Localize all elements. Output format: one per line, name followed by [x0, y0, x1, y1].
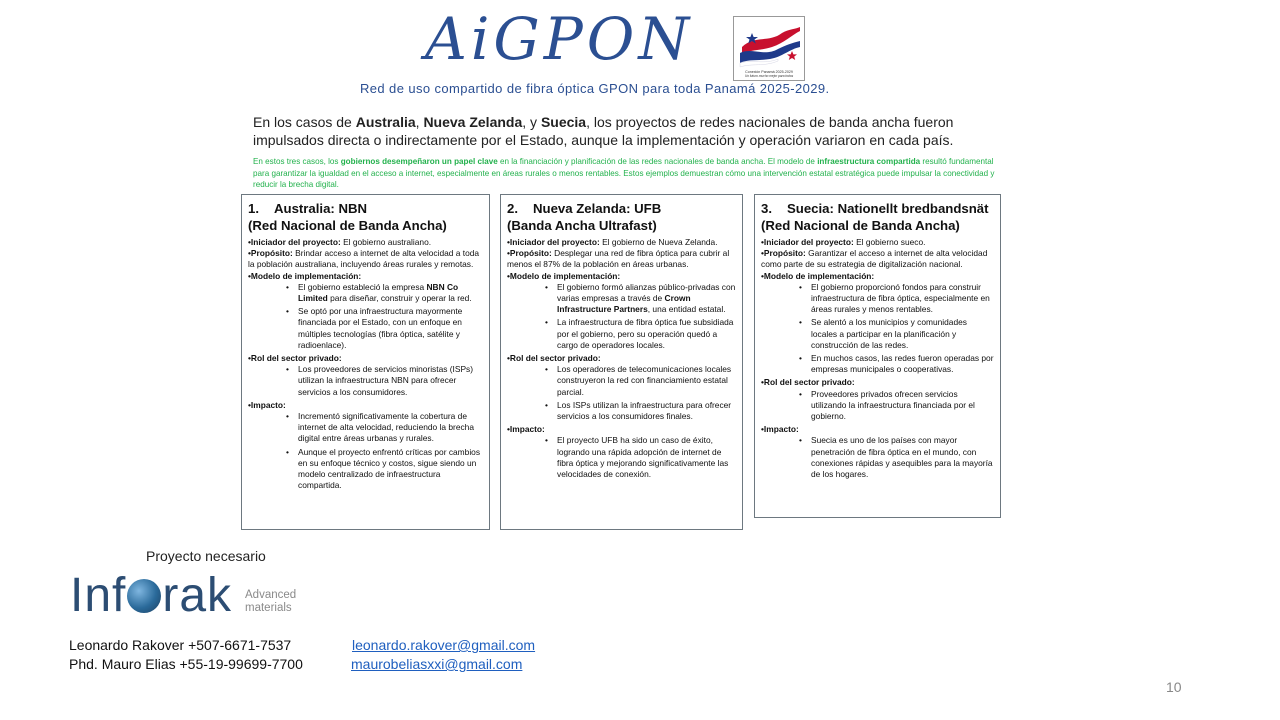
list-item: • Incrementó significativamente la cobertura de internet de alta velocidad, reduciendo la brecha digital entre áreas urbanas y rurales.: [298, 411, 483, 445]
card-title-2: (Red Nacional de Banda Ancha): [761, 218, 960, 233]
list-item: • En muchos casos, las redes fueron operadas por empresas municipales o cooperativas.: [811, 353, 994, 375]
contact-1-email-link[interactable]: leonardo.rakover@gmail.com: [352, 637, 536, 653]
list-item: • El gobierno proporcionó fondos para construir infraestructura de fibra óptica, especialmente en áreas rurales y menos rentables.: [811, 282, 994, 316]
list-item: • Los operadores de telecomunicaciones locales construyeron la red con financiamiento estatal parcial.: [557, 364, 736, 398]
aigpon-logo-text: AiGPON: [425, 5, 694, 73]
list-item: • Se optó por una infraestructura mayormente financiada por el Estado, con un enfoque en múltiples tecnologías (fibra óptica, satélite y radioenlace).: [298, 306, 483, 351]
card-title-row: [248, 200, 483, 217]
rol-label: •Rol del sector privado:: [248, 353, 342, 364]
card-number: 3.: [761, 201, 772, 216]
list-item: • Los proveedores de servicios minoristas (ISPs) utilizan la infraestructura NBN para ofrecer servicios a los consumidores.: [298, 364, 483, 398]
inforak-tagline: Advanced materials: [245, 589, 297, 614]
iniciador: [761, 237, 994, 248]
rol: [248, 353, 483, 364]
proposito-label: •Propósito:: [248, 248, 293, 259]
rol: [507, 353, 736, 364]
card-number: 1.: [248, 201, 259, 216]
modelo-list: [761, 282, 994, 376]
iniciador-label: •Iniciador del proyecto:: [248, 237, 341, 247]
badge-text-2: Un futuro mucho mejor para todos: [744, 74, 794, 78]
card-title-2: (Red Nacional de Banda Ancha): [248, 218, 447, 233]
card-title-2: (Banda Ancha Ultrafast): [507, 218, 657, 233]
proposito: [761, 248, 994, 270]
impacto-list: [248, 411, 483, 491]
iniciador: [507, 237, 736, 248]
contact-1-name: Leonardo Rakover +507-6671-7537: [69, 637, 292, 653]
proposito-value: Brindar acceso a internet de alta velocidad a toda la población australiana, incluyendo áreas rurales y remotas.: [248, 248, 480, 270]
iniciador-label: •Iniciador del proyecto:: [507, 237, 600, 247]
rol-label: •Rol del sector privado:: [761, 377, 855, 388]
proposito-value: Desplegar una red de fibra óptica para cubrir al menos el 87% de la población en áreas urbanas.: [507, 248, 730, 270]
iniciador-value: El gobierno sueco.: [853, 237, 926, 247]
modelo-label: •Modelo de implementación:: [761, 270, 875, 281]
proposito: [248, 248, 483, 270]
list-item: • La infraestructura de fibra óptica fue subsidiada por el gobierno, pero su operación quedó a cargo de operadores locales.: [557, 317, 736, 351]
impacto-list: [507, 435, 736, 480]
impacto-label: •Impacto:: [248, 399, 286, 410]
impacto-label: •Impacto:: [507, 424, 545, 435]
inforak-logo: Inf rak: [70, 569, 233, 622]
modelo-label: •Modelo de implementación:: [507, 270, 621, 281]
list-item: • Aunque el proyecto enfrentó críticas por cambios en su enfoque técnico y costos, sigue siendo un modelo centralizado de infraestructura compartida.: [298, 447, 483, 492]
card-title: [507, 200, 736, 234]
card-suecia: [754, 194, 1001, 518]
badge-text-1: Conexión Panamá 2025-2029: [745, 70, 793, 74]
iniciador: [248, 237, 483, 248]
modelo: [761, 271, 994, 282]
card-title-1: Australia: NBN: [274, 201, 368, 216]
flag-icon: [734, 17, 804, 80]
card-title-row: [761, 200, 994, 217]
card-title-1: Suecia: Nationellt bredbandsnät: [787, 201, 989, 216]
list-item: • Se alentó a los municipios y comunidades locales a participar en la planificación y construcción de las redes.: [811, 317, 994, 351]
contact-2-name: Phd. Mauro Elias +55-19-99699-7700: [69, 656, 303, 672]
impacto: [761, 424, 994, 435]
list-item: • Proveedores privados ofrecen servicios utilizando la infraestructura financiada por el gobierno.: [811, 389, 994, 423]
rol-list: [248, 364, 483, 398]
page-number: 10: [1166, 679, 1182, 695]
impacto-label: •Impacto:: [761, 424, 799, 435]
rol-list: [507, 364, 736, 422]
proposito-label: •Propósito:: [761, 248, 806, 259]
card-title: [761, 200, 994, 234]
list-item: • El gobierno formó alianzas público-privadas con varias empresas a través de Crown Infrastructure Partners, una entidad estatal.: [557, 282, 736, 316]
card-title-1: Nueva Zelanda: UFB: [533, 201, 662, 216]
rol-list: [761, 389, 994, 423]
list-item: • El gobierno estableció la empresa NBN Co Limited para diseñar, construir y operar la red.: [298, 282, 483, 304]
card-title: [248, 200, 483, 234]
rol-label: •Rol del sector privado:: [507, 353, 601, 364]
proposito: [507, 248, 736, 270]
rol: [761, 377, 994, 388]
impacto: [248, 400, 483, 411]
proposito-value: Garantizar el acceso a internet de alta velocidad como parte de su estrategia de digitalización nacional.: [761, 248, 988, 270]
card-title-row: [507, 200, 736, 217]
proposito-label: •Propósito:: [507, 248, 552, 259]
card-australia: [241, 194, 490, 530]
card-number: 2.: [507, 201, 518, 216]
iniciador-label: •Iniciador del proyecto:: [761, 237, 854, 247]
proyecto-label: Proyecto necesario: [146, 548, 266, 564]
summary-paragraph: En estos tres casos, los gobiernos desempeñaron un papel clave en la financiación y planificación de las redes nacionales de banda ancha. El modelo de infraestructura compartida resultó fundamental para garantizar la igualdad en el acceso a internet, especialmente en áreas rurales o menos rentables. Estos ejemplos demuestran cómo una intervención estatal estratégica puede impulsar la conectividad y reducir la brecha digital.: [253, 157, 995, 189]
iniciador-value: El gobierno australiano.: [340, 237, 432, 247]
modelo-list: [507, 282, 736, 351]
subtitle: Red de uso compartido de fibra óptica GPON para toda Panamá 2025-2029.: [360, 81, 830, 96]
list-item: • Suecia es uno de los países con mayor penetración de fibra óptica en el mundo, con conexiones rápidas y asequibles para la mayoría de los hogares.: [811, 435, 994, 480]
modelo-label: •Modelo de implementación:: [248, 270, 362, 281]
card-nueva-zelanda: [500, 194, 743, 530]
intro-paragraph: En los casos de Australia, Nueva Zelanda, y Suecia, los proyectos de redes nacionales de banda ancha fueron impulsados directa o indirectamente por el Estado, aunque la implementación y operación variaron en cada país.: [253, 114, 954, 148]
iniciador-value: El gobierno de Nueva Zelanda.: [599, 237, 718, 247]
list-item: • Los ISPs utilizan la infraestructura para ofrecer servicios a los consumidores finales.: [557, 400, 736, 422]
panama-flag-badge: [733, 16, 805, 81]
globe-icon: [127, 579, 161, 613]
impacto-list: [761, 435, 994, 480]
contact-2-email-link[interactable]: maurobeliasxxi@gmail.com: [351, 656, 523, 672]
modelo: [248, 271, 483, 282]
modelo-list: [248, 282, 483, 351]
list-item: • El proyecto UFB ha sido un caso de éxito, logrando una rápida adopción de internet de fibra óptica y mejorando significativamente las velocidades de conexión.: [557, 435, 736, 480]
modelo: [507, 271, 736, 282]
impacto: [507, 424, 736, 435]
